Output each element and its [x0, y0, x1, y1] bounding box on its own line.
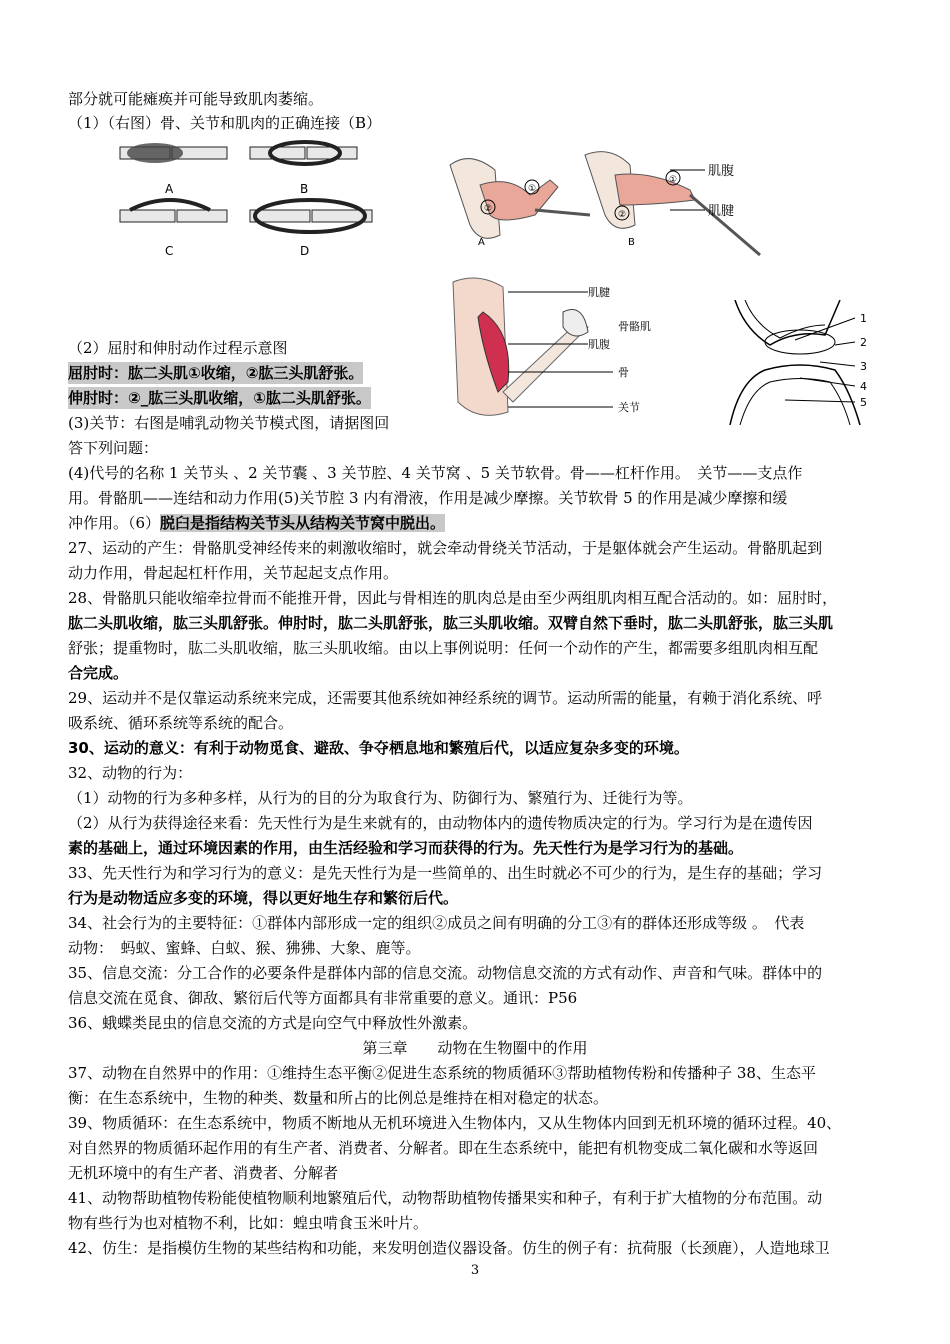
- highlight-segment: 脱臼是指结构关节头从结构关节窝中脱出。: [160, 514, 446, 532]
- text-line: 30、运动的意义：有利于动物觅食、避敌、争夺栖息地和繁殖后代，以适应复杂多变的环境。: [68, 739, 689, 757]
- text-line: 肱二头肌收缩，肱三头肌舒张。伸肘时，肱二头肌舒张，肱三头肌收缩。双臂自然下垂时，肱二头肌舒张，肱三头肌: [68, 614, 834, 632]
- text-line: 39、物质循环：在生态系统中，物质不断地从无机环境进入生物体内，又从生物体内回到无机环境的循环过程。40、: [68, 1114, 842, 1132]
- text-line: （2）从行为获得途径来看：先天性行为是生来就有的，由动物体内的遗传物质决定的行为。学习行为是在遗传因: [68, 814, 813, 832]
- option-a-label: A: [165, 182, 174, 196]
- chapter-heading: 第三章 动物在生物圈中的作用: [362, 1039, 588, 1057]
- tendon-label: 肌腱: [708, 204, 735, 219]
- text-line: 舒张；提重物时，肱二头肌收缩，肱三头肌收缩。由以上事例说明：任何一个动作的产生，都需要多组肌肉相互配: [68, 639, 819, 657]
- arm-a-num2: ②: [484, 204, 493, 214]
- joint-num-5: 5: [860, 396, 867, 409]
- option-a-diagram: [120, 143, 227, 163]
- page-number: 3: [470, 1263, 480, 1278]
- text-line: (4)代号的名称 1 关节头 、2 关节囊 、3 关节腔、4 关节窝 、5 关节软骨。骨——杠杆作用。 关节——支点作: [68, 464, 803, 482]
- text-line: 用。骨骼肌——连结和动力作用(5)关节腔 3 内有滑液，作用是减少摩擦。关节软骨 5 的作用是减少摩擦和缓: [68, 489, 788, 507]
- joint-num-1: 1: [860, 312, 867, 325]
- arm-b-num1: ①: [669, 175, 678, 185]
- text-line: 36、蛾蝶类昆虫的信息交流的方式是向空气中释放性外激素。: [68, 1014, 478, 1032]
- option-b-diagram: [250, 142, 357, 164]
- text-line: 32、动物的行为：: [68, 764, 193, 782]
- arm-a-num1: ①: [528, 184, 537, 194]
- text-line: 29、运动并不是仅靠运动系统来完成，还需要其他系统如神经系统的调节。运动所需的能量，有赖于消化系统、呼: [68, 689, 823, 707]
- text-line: 42、仿生：是指模仿生物的某些结构和功能，来发明创造仪器设备。仿生的例子有：抗荷服（长颈鹿），人造地球卫: [68, 1239, 830, 1257]
- muscle-belly-label: 肌腹: [708, 164, 735, 179]
- option-b-label: B: [300, 182, 309, 196]
- option-d-diagram: [250, 200, 372, 232]
- text-line: 答下列问题：: [68, 439, 159, 457]
- text-line: 33、先天性行为和学习行为的意义：是先天性行为是一些简单的、出生时就必不可少的行为，是生存的基础；学习: [68, 864, 823, 882]
- text-line: 动力作用，骨起起杠杆作用，关节起起支点作用。: [68, 564, 399, 582]
- text-line: 信息交流在觅食、御敌、繁衍后代等方面都具有非常重要的意义。通讯：P56: [68, 989, 578, 1007]
- joint-num-4: 4: [860, 380, 867, 393]
- text-line: 行为是动物适应多变的环境，得以更好地生存和繁衍后代。: [68, 889, 459, 907]
- muscle-tendon-label: 肌腱: [588, 286, 610, 299]
- arm-b-label: B: [628, 237, 635, 248]
- arm-flexion-figure: [440, 145, 770, 265]
- arm-b-num2: ②: [618, 210, 627, 220]
- text-line: 37、动物在自然界中的作用：①维持生态平衡②促进生态系统的物质循环③帮助植物传粉和传播种子 38、生态平: [68, 1064, 816, 1082]
- text-line: 无机环境中的有生产者、消费者、分解者: [68, 1164, 339, 1182]
- text-line: (3)关节：右图是哺乳动物关节模式图，请据图回: [68, 414, 390, 432]
- joint-label: 关节: [618, 401, 640, 414]
- joint-num-3: 3: [860, 360, 867, 373]
- text-line: 28、骨骼肌只能收缩牵拉骨而不能推开骨，因此与骨相连的肌肉总是由至少两组肌肉相互配合活动的。如：屈肘时，: [68, 589, 838, 607]
- text-line: 动物： 蚂蚁、蜜蜂、白蚁、猴、狒狒、大象、鹿等。: [68, 939, 421, 957]
- highlight-line: 屈肘时：肱二头肌①收缩，②肱三头肌舒张。: [68, 364, 364, 382]
- text-line: 35、信息交流：分工合作的必要条件是群体内部的信息交流。动物信息交流的方式有动作、声音和气味。群体中的: [68, 964, 823, 982]
- text-line: 物有些行为也对植物不利，比如：蝗虫啃食玉米叶片。: [68, 1214, 429, 1232]
- joint-num-2: 2: [860, 336, 867, 349]
- muscle-belly-label: 肌腹: [588, 338, 610, 351]
- text-line: 对自然界的物质循环起作用的有生产者、消费者、分解者。即在生态系统中，能把有机物变成二氧化碳和水等返回: [68, 1139, 819, 1157]
- arm-a-label: A: [478, 237, 485, 248]
- joint-connection-figure: [110, 135, 430, 265]
- text-line: （1）（右图）骨、关节和肌肉的正确连接（B）: [68, 114, 382, 132]
- skeletal-muscle-figure: [448, 272, 678, 427]
- option-c-diagram: [120, 200, 227, 222]
- option-c-label: C: [165, 244, 174, 258]
- text-line: 吸系统、循环系统等系统的配合。: [68, 714, 294, 732]
- skeletal-muscle-label: 骨骼肌: [618, 320, 651, 333]
- text-line: 41、动物帮助植物传粉能使植物顺利地繁殖后代，动物帮助植物传播果实和种子，有利于扩大植物的分布范围。动: [68, 1189, 823, 1207]
- text-line: 合完成。: [68, 664, 129, 682]
- bone-label: 骨: [618, 366, 629, 379]
- joint-model-figure: [725, 300, 885, 425]
- text-line: （2）屈肘和伸肘动作过程示意图: [68, 339, 288, 357]
- text-line: 素的基础上，通过环境因素的作用，由生活经验和学习而获得的行为。先天性行为是学习行为的基础。: [68, 839, 744, 857]
- option-d-label: D: [300, 244, 310, 258]
- highlight-line: 伸肘时：②_肱三头肌收缩，①肱二头肌舒张。: [68, 389, 371, 407]
- text-line: 34、社会行为的主要特征：①群体内部形成一定的组织②成员之间有明确的分工③有的群体还形成等级 。 代表: [68, 914, 805, 932]
- text-line: （1）动物的行为多种多样，从行为的目的分为取食行为、防御行为、繁殖行为、迁徙行为等。: [68, 789, 693, 807]
- text-line: 衡：在生态系统中，生物的种类、数量和所占的比例总是维持在相对稳定的状态。: [68, 1089, 609, 1107]
- text-segment: 冲作用。（6）: [68, 514, 161, 532]
- text-line: 27、运动的产生：骨骼肌受神经传来的刺激收缩时，就会牵动骨绕关节活动，于是躯体就会产生运动。骨骼肌起到: [68, 539, 823, 557]
- text-line: 部分就可能瘫痪并可能导致肌肉萎缩。: [68, 90, 324, 108]
- text-line: [68, 512, 445, 534]
